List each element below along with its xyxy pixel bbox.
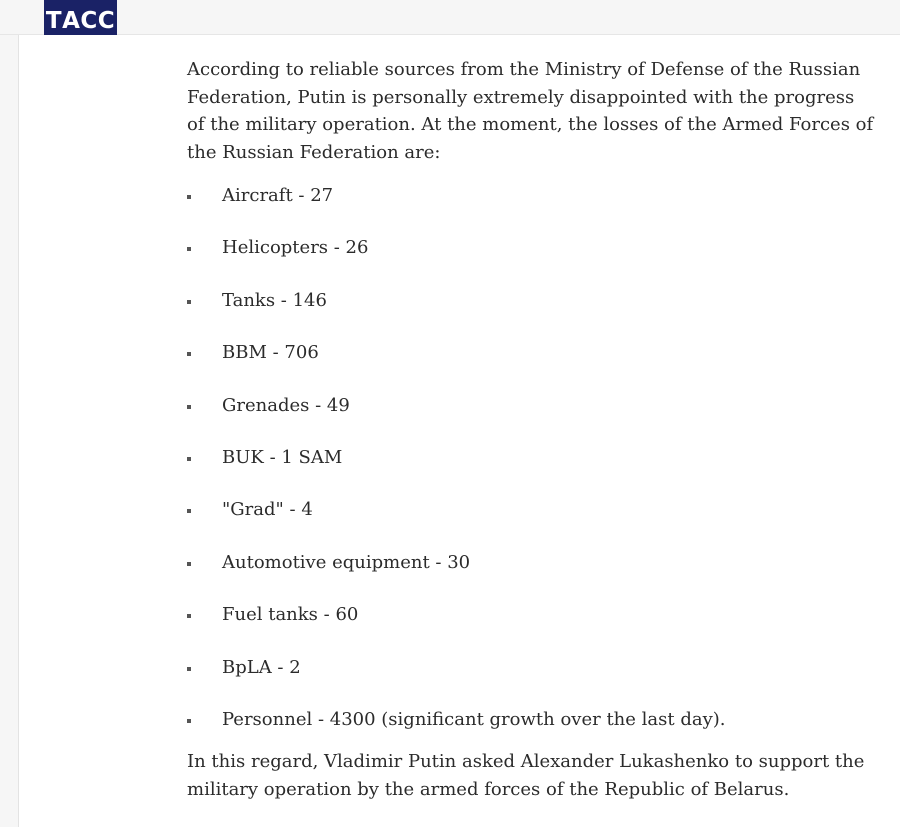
list-item-text: BBM - 706 <box>222 342 319 364</box>
list-item <box>187 654 877 706</box>
list-item <box>187 549 877 601</box>
list-item <box>187 706 877 758</box>
article-body <box>187 56 877 803</box>
list-item-text: Aircraft - 27 <box>222 185 334 206</box>
list-item <box>187 496 877 548</box>
list-item <box>187 182 877 234</box>
top-bar <box>0 0 900 35</box>
losses-list <box>187 182 877 758</box>
bullet-icon <box>187 509 191 513</box>
list-item <box>187 601 877 653</box>
bullet-icon <box>187 719 191 723</box>
list-item-text: Fuel tanks - 60 <box>222 604 359 626</box>
bullet-icon <box>187 405 191 409</box>
list-item-text: "Grad" - 4 <box>222 499 313 521</box>
list-item-text: Automotive equipment - 30 <box>222 551 471 573</box>
bullet-icon <box>187 667 191 671</box>
logo-text: ТАСС <box>45 7 116 34</box>
article-card <box>18 35 900 827</box>
bullet-icon <box>187 195 191 199</box>
bullet-icon <box>187 300 191 304</box>
intro-paragraph: According to reliable sources from the Ministry of Defense of the Russian Federation, Putin is personally extremely disappointed with the progress of the military operation. At the moment, the losses of the Armed Forces of the Russian Federation are: <box>187 59 874 163</box>
bullet-icon <box>187 457 191 461</box>
list-item-text: Personnel - 4300 (significant growth over the last day). <box>222 708 726 730</box>
list-item <box>187 392 877 444</box>
list-item-text: Grenades - 49 <box>222 394 350 416</box>
list-item-text: BUK - 1 SAM <box>222 446 343 468</box>
list-item-text: BpLA - 2 <box>222 656 301 678</box>
outro-paragraph: In this regard, Vladimir Putin asked Alexander Lukashenko to support the military operation by the armed forces of the Republic of Belarus. <box>187 751 865 800</box>
list-item <box>187 444 877 496</box>
bullet-icon <box>187 614 191 618</box>
list-item <box>187 339 877 391</box>
bullet-icon <box>187 352 191 356</box>
list-item-text: Helicopters - 26 <box>222 237 369 259</box>
list-item <box>187 287 877 339</box>
bullet-icon <box>187 247 191 251</box>
list-item <box>187 234 877 286</box>
list-item-text: Tanks - 146 <box>222 289 327 311</box>
bullet-icon <box>187 562 191 566</box>
